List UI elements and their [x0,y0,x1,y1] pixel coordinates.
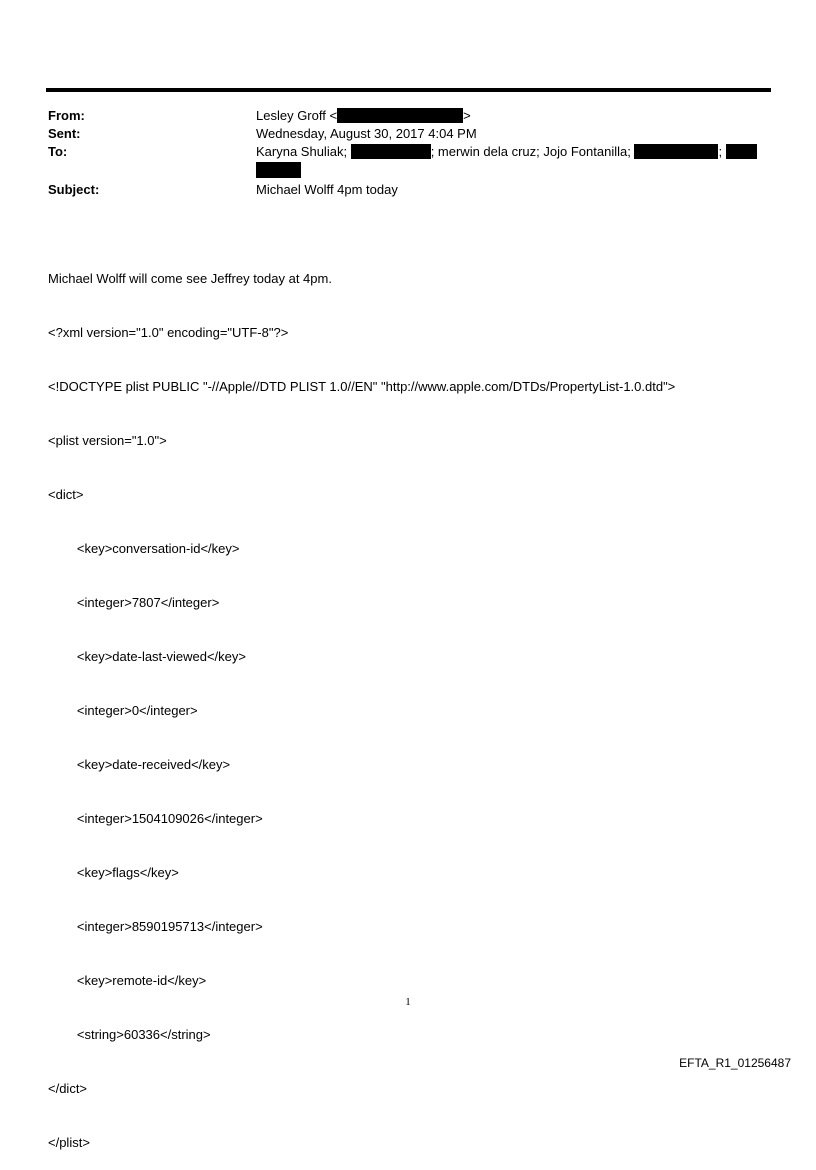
body-line: <key>remote-id</key> [48,973,207,988]
from-name: Lesley Groff < [256,108,338,123]
to-value [256,143,757,161]
sent-value: Wednesday, August 30, 2017 4:04 PM [256,126,477,141]
body-line: </plist> [48,1135,90,1150]
redaction-box [351,144,431,159]
page-number: 1 [405,996,411,1008]
to-label: To: [48,144,68,159]
to-part-1: Karyna Shuliak; [256,144,348,159]
body-line: <!DOCTYPE plist PUBLIC "-//Apple//DTD PLIST 1.0//EN" "http://www.apple.com/DTDs/PropertyList-1.0.dtd"> [48,379,676,394]
sent-label: Sent: [48,126,81,141]
body-line: <integer>1504109026</integer> [48,811,263,826]
subject-label: Subject: [48,182,100,197]
body-line: <key>date-received</key> [48,757,231,772]
redaction-box [256,162,301,178]
subject-value: Michael Wolff 4pm today [256,182,398,197]
redaction-box [634,144,718,159]
from-close: > [463,108,471,123]
body-line: <dict> [48,487,84,502]
to-part-2: ; merwin dela cruz; Jojo Fontanilla; [430,144,631,159]
header-divider [46,88,771,92]
redaction-box [726,144,757,159]
bates-number: EFTA_R1_01256487 [679,1056,791,1070]
body-line: Michael Wolff will come see Jeffrey today at 4pm. [48,271,332,286]
body-line: <key>date-last-viewed</key> [48,649,246,664]
body-line: <key>flags</key> [48,865,179,880]
body-line: </dict> [48,1081,88,1096]
email-body [48,234,675,1170]
from-label: From: [48,108,85,123]
from-value [256,107,471,125]
body-line: <plist version="1.0"> [48,433,167,448]
body-line: <string>60336</string> [48,1027,211,1042]
body-line: <integer>8590195713</integer> [48,919,263,934]
body-line: <key>conversation-id</key> [48,541,240,556]
redaction-box [337,108,463,123]
to-part-3: ; [718,144,723,159]
body-line: <integer>7807</integer> [48,595,220,610]
body-line: <?xml version="1.0" encoding="UTF-8"?> [48,325,289,340]
body-line: <integer>0</integer> [48,703,198,718]
